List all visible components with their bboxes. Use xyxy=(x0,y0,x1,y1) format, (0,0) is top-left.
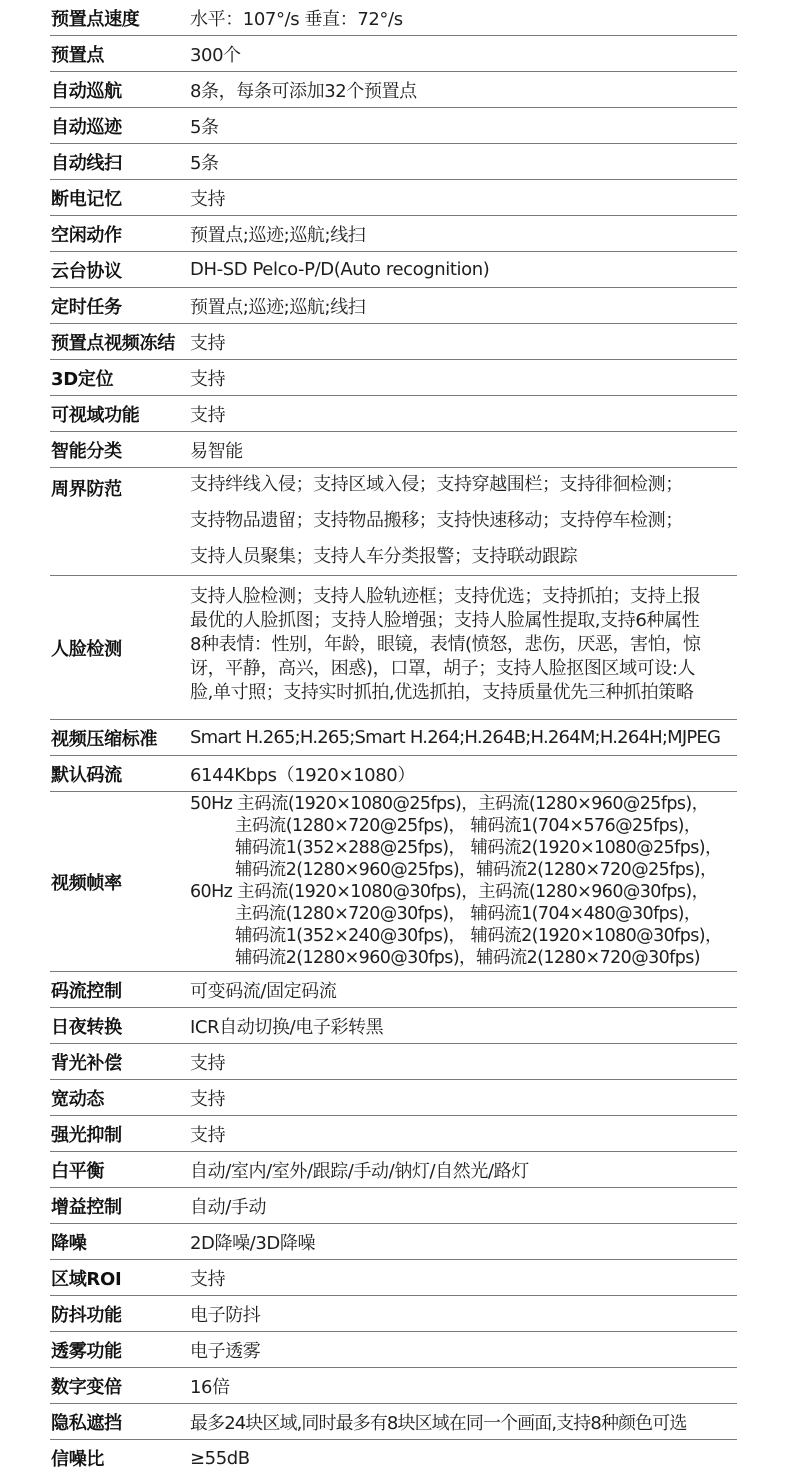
spec-row xyxy=(50,432,737,468)
spec-value-face xyxy=(190,576,737,719)
spec-row xyxy=(50,144,737,180)
spec-value: DH-SD Pelco-P/D(Auto recognition) xyxy=(190,259,490,280)
spec-row xyxy=(50,216,737,252)
spec-label: 增益控制 xyxy=(51,1196,122,1218)
spec-label: 宽动态 xyxy=(51,1088,105,1110)
spec-row xyxy=(50,180,737,216)
spec-value: 预置点;巡迹;巡航;线扫 xyxy=(190,296,366,318)
spec-row xyxy=(50,1296,737,1332)
spec-row xyxy=(50,324,737,360)
spec-row xyxy=(50,1152,737,1188)
spec-row xyxy=(50,1224,737,1260)
spec-label: 背光补偿 xyxy=(51,1052,122,1074)
spec-label: 白平衡 xyxy=(51,1160,105,1182)
spec-label: 断电记忆 xyxy=(51,188,122,210)
spec-value: 支持 xyxy=(190,1052,226,1074)
spec-label: 区域ROI xyxy=(51,1268,122,1290)
spec-value: 8条，每条可添加32个预置点 xyxy=(190,80,417,102)
spec-value: 可变码流/固定码流 xyxy=(190,980,337,1002)
spec-row xyxy=(50,972,737,1008)
spec-value: 预置点;巡迹;巡航;线扫 xyxy=(190,224,366,246)
spec-value: 5条 xyxy=(190,152,219,174)
spec-row xyxy=(50,288,737,324)
spec-value-line: 讶，平静，高兴，困惑)，口罩，胡子；支持人脸抠图区域可设:人 xyxy=(190,658,696,679)
spec-value-line: 最优的人脸抓图；支持人脸增强；支持人脸属性提取,支持6种属性 xyxy=(190,610,700,631)
spec-label: 预置点 xyxy=(51,44,105,66)
spec-label: 降噪 xyxy=(51,1232,87,1254)
spec-value-line: 60Hz 主码流(1920×1080@30fps)，主码流(1280×960@30fps)， xyxy=(190,882,709,902)
spec-label: 周界防范 xyxy=(51,479,122,500)
spec-value: 5条 xyxy=(190,116,219,138)
spec-label: 透雾功能 xyxy=(51,1340,122,1362)
spec-label: 智能分类 xyxy=(51,440,122,462)
spec-row-perimeter xyxy=(50,468,737,576)
spec-row xyxy=(50,1008,737,1044)
spec-row xyxy=(50,1080,737,1116)
spec-row xyxy=(50,36,737,72)
spec-value-line: 辅码流2(1280×960@30fps)，辅码流2(1280×720@30fps) xyxy=(235,948,700,968)
spec-label: 视频压缩标准 xyxy=(51,728,158,750)
spec-value: ICR自动切换/电子彩转黑 xyxy=(190,1016,384,1038)
spec-label: 信噪比 xyxy=(51,1449,105,1470)
spec-row-face xyxy=(50,576,737,720)
spec-value-line: 辅码流2(1280×960@25fps)，辅码流2(1280×720@25fps)， xyxy=(235,860,717,880)
spec-value: 支持 xyxy=(190,1268,226,1290)
spec-label: 定时任务 xyxy=(51,296,122,318)
spec-value: 2D降噪/3D降噪 xyxy=(190,1232,316,1254)
spec-row xyxy=(50,108,737,144)
spec-table xyxy=(50,0,737,1476)
spec-label: 隐私遮挡 xyxy=(51,1412,122,1434)
spec-row xyxy=(50,756,737,792)
spec-value: 支持 xyxy=(190,368,226,390)
spec-value: 易智能 xyxy=(190,440,243,462)
spec-row xyxy=(50,252,737,288)
spec-label: 码流控制 xyxy=(51,980,122,1002)
spec-value: Smart H.265;H.265;Smart H.264;H.264B;H.264M;H.264H;MJPEG xyxy=(190,727,721,748)
spec-value-line: 支持人员聚集；支持人车分类报警；支持联动跟踪 xyxy=(190,546,578,567)
spec-value-line: 支持物品遗留；支持物品搬移；支持快速移动；支持停车检测； xyxy=(190,510,683,531)
spec-label: 视频帧率 xyxy=(51,872,122,894)
spec-row xyxy=(50,1440,737,1476)
spec-label: 可视域功能 xyxy=(51,404,140,426)
spec-label: 自动线扫 xyxy=(51,152,122,174)
spec-row xyxy=(50,1188,737,1224)
spec-value: 支持 xyxy=(190,188,226,210)
spec-row xyxy=(50,1260,737,1296)
spec-label: 数字变倍 xyxy=(51,1376,122,1398)
spec-row xyxy=(50,1368,737,1404)
spec-value: 支持 xyxy=(190,404,226,426)
spec-value-line: 脸,单寸照；支持实时抓拍,优选抓拍，支持质量优先三种抓拍策略 xyxy=(190,682,694,703)
spec-value-line: 辅码流1(352×240@30fps)， 辅码流2(1920×1080@30fps)， xyxy=(235,926,722,946)
spec-value: 16倍 xyxy=(190,1376,230,1398)
spec-value-line: 主码流(1280×720@25fps)， 辅码流1(704×576@25fps)， xyxy=(235,816,701,836)
spec-value: 支持 xyxy=(190,1124,226,1146)
spec-label: 3D定位 xyxy=(51,368,114,390)
spec-value: 水平：107°/s 垂直：72°/s xyxy=(190,8,403,30)
spec-label: 强光抑制 xyxy=(51,1124,122,1146)
spec-value: 电子防抖 xyxy=(190,1304,261,1326)
spec-value-perimeter xyxy=(190,468,737,575)
spec-label: 预置点速度 xyxy=(51,8,140,30)
spec-value: ≥55dB xyxy=(190,1447,250,1469)
spec-row xyxy=(50,72,737,108)
spec-value: 自动/室内/室外/跟踪/手动/钠灯/自然光/路灯 xyxy=(190,1160,529,1182)
spec-label: 默认码流 xyxy=(51,764,122,786)
spec-label: 自动巡迹 xyxy=(51,116,122,138)
spec-label: 日夜转换 xyxy=(51,1016,122,1038)
spec-label: 自动巡航 xyxy=(51,80,122,102)
spec-value: 最多24块区域,同时最多有8块区域在同一个画面,支持8种颜色可选 xyxy=(190,1412,687,1434)
spec-row xyxy=(50,720,737,756)
spec-row xyxy=(50,396,737,432)
spec-row xyxy=(50,1044,737,1080)
spec-row xyxy=(50,1116,737,1152)
spec-value-line: 8种表情：性别，年龄，眼镜，表情(愤怒，悲伤，厌恶，害怕，惊 xyxy=(190,634,701,655)
spec-value: 电子透雾 xyxy=(190,1340,261,1362)
spec-row xyxy=(50,0,737,36)
spec-label: 人脸检测 xyxy=(51,638,122,660)
spec-row xyxy=(50,1404,737,1440)
spec-value-framerate xyxy=(190,792,737,971)
spec-row xyxy=(50,360,737,396)
spec-value-line: 支持人脸检测；支持人脸轨迹框；支持优选；支持抓拍；支持上报 xyxy=(190,586,701,607)
spec-row xyxy=(50,1332,737,1368)
spec-label: 防抖功能 xyxy=(51,1304,122,1326)
spec-value-line: 50Hz 主码流(1920×1080@25fps)，主码流(1280×960@25fps)， xyxy=(190,794,709,814)
spec-value: 6144Kbps（1920×1080） xyxy=(190,764,415,786)
spec-row-framerate xyxy=(50,792,737,972)
spec-value: 支持 xyxy=(190,332,226,354)
spec-label: 预置点视频冻结 xyxy=(51,332,175,354)
spec-value-line: 主码流(1280×720@30fps)， 辅码流1(704×480@30fps)， xyxy=(235,904,701,924)
spec-value: 自动/手动 xyxy=(190,1196,267,1218)
spec-value-line: 辅码流1(352×288@25fps)， 辅码流2(1920×1080@25fps)， xyxy=(235,838,722,858)
spec-value: 300个 xyxy=(190,44,241,66)
spec-label: 云台协议 xyxy=(51,260,122,282)
spec-value-line: 支持绊线入侵；支持区域入侵；支持穿越围栏；支持徘徊检测； xyxy=(190,474,683,495)
spec-label: 空闲动作 xyxy=(51,224,122,246)
spec-value: 支持 xyxy=(190,1088,226,1110)
